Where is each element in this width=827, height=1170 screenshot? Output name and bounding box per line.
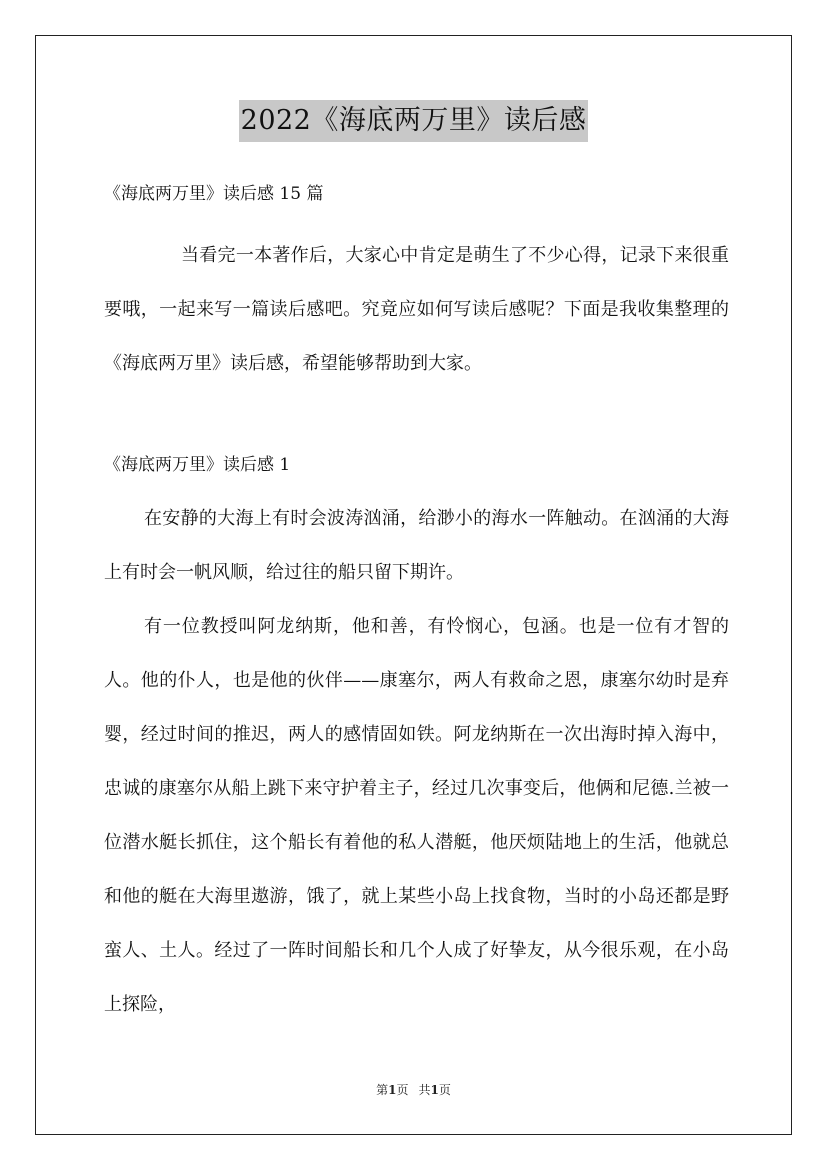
intro-paragraph: 当看完一本著作后，大家心中肯定是萌生了不少心得，记录下来很重要哦，一起来写一篇读后感吧。究竟应如何写读后感呢？下面是我收集整理的《海底两万里》读后感，希望能够帮助到大家。 (104, 245, 729, 374)
page-current: 1 (388, 1083, 397, 1097)
total-suffix: 页 (438, 1083, 451, 1097)
body-paragraph: 有一位教授叫阿龙纳斯，他和善，有怜悯心，包涵。也是一位有才智的人。他的仆人，也是他的伙伴——康塞尔，两人有救命之恩，康塞尔幼时是弃婴，经过时间的推迟，两人的感情固如铁。阿龙纳斯在一次出海时掉入海中，忠诚的康塞尔从船上跳下来守护着主子，经过几次事变后，他俩和尼德.兰被一位潜水艇长抓住，这个船长有着他的私人潜艇，他厌烦陆地上的生活，他就总和他的艇在大海里遨游，饿了，就上某些小岛上找食物，当时的小岛还都是野蛮人、土人。经过了一阵时间船长和几个人成了好挚友，从今很乐观，在小岛上探险， (104, 616, 729, 1015)
page-prefix: 第 (376, 1083, 389, 1097)
page-total: 1 (430, 1083, 439, 1097)
section-heading: 《海底两万里》读后感 1 (104, 455, 291, 475)
body-paragraph: 在安静的大海上有时会波涛汹涌，给渺小的海水一阵触动。在汹涌的大海上有时会一帆风顺，给过往的船只留下期许。 (104, 508, 729, 583)
total-prefix: 共 (418, 1083, 431, 1097)
page-footer (0, 1081, 827, 1099)
document-subtitle: 《海底两万里》读后感 15 篇 (104, 184, 324, 204)
body-text (104, 492, 729, 1032)
document-title: 2022《海底两万里》读后感 (239, 100, 589, 142)
page-suffix: 页 (396, 1083, 409, 1097)
title-container (0, 100, 827, 142)
